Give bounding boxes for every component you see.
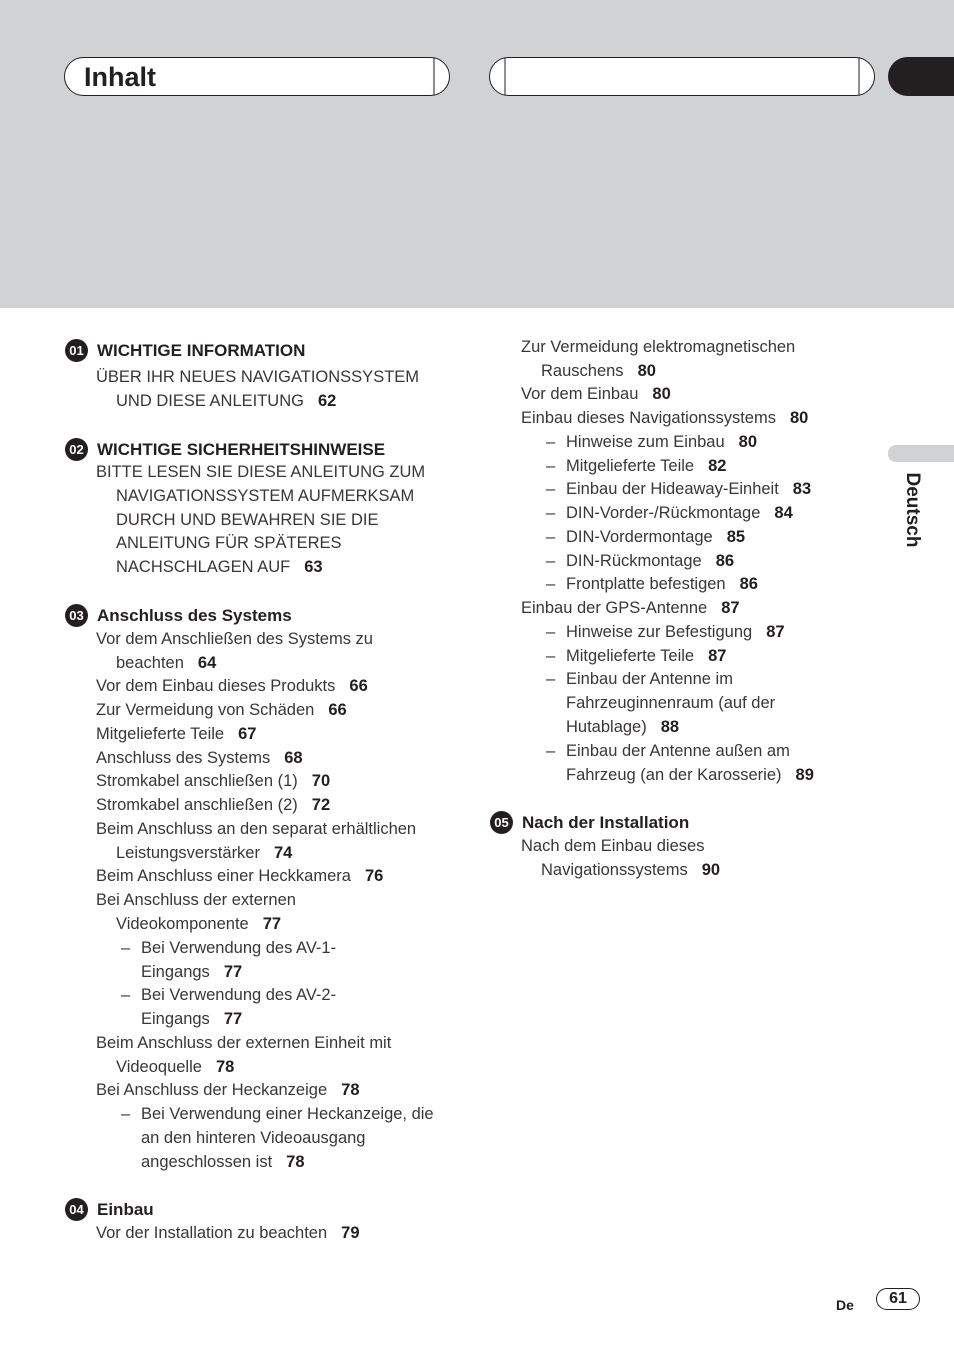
entry-text: Anschluss des Systems bbox=[96, 749, 271, 767]
page-number: 80 bbox=[789, 409, 809, 427]
entry-text: Videoquelle bbox=[116, 1057, 202, 1076]
dash-marker: – bbox=[546, 433, 556, 451]
page-number: 80 bbox=[637, 361, 656, 380]
entry-text: Einbau der Hideaway-Einheit bbox=[566, 480, 779, 498]
toc-entry[interactable] bbox=[96, 794, 330, 818]
page-number: 66 bbox=[328, 701, 347, 719]
dash-marker: – bbox=[546, 457, 556, 475]
page-number: 86 bbox=[715, 552, 735, 570]
toc-subentry[interactable] bbox=[566, 645, 726, 669]
page-title: Inhalt bbox=[84, 62, 156, 92]
page-number: 68 bbox=[284, 749, 303, 767]
entry-text: Beim Anschluss einer Heckkamera bbox=[96, 867, 351, 885]
entry-text: DIN-Vordermontage bbox=[566, 528, 713, 546]
toc-subentry[interactable] bbox=[141, 1103, 434, 1174]
section-number-badge: 04 bbox=[65, 1198, 88, 1221]
toc-subentry[interactable] bbox=[566, 526, 745, 550]
entry-text: Eingangs bbox=[141, 1009, 210, 1028]
entry-text: Hinweise zur Befestigung bbox=[566, 623, 753, 641]
entry-text: Leistungsverstärker bbox=[116, 843, 260, 862]
entry-text: Fahrzeuginnenraum (auf der bbox=[566, 693, 776, 712]
dash-marker: – bbox=[546, 528, 556, 546]
section-title: WICHTIGE INFORMATION bbox=[97, 341, 306, 360]
entry-text: Zur Vermeidung von Schäden bbox=[96, 701, 315, 719]
language-side-label: Deutsch bbox=[902, 472, 923, 548]
toc-entry[interactable] bbox=[521, 383, 671, 407]
section-number-badge: 02 bbox=[65, 438, 88, 461]
page-number: 77 bbox=[223, 962, 243, 981]
toc-entry[interactable] bbox=[521, 407, 808, 431]
toc-entry[interactable] bbox=[96, 675, 368, 699]
entry-text: Bei Verwendung des AV-2- bbox=[141, 986, 337, 1004]
dash-marker: – bbox=[546, 504, 556, 522]
toc-subentry[interactable] bbox=[566, 573, 758, 597]
entry-text: Beim Anschluss der externen Einheit mit bbox=[96, 1034, 392, 1052]
dash-marker: – bbox=[546, 647, 556, 665]
page-number: 78 bbox=[341, 1081, 360, 1099]
dash-marker: – bbox=[121, 939, 131, 957]
entry-text: Einbau der Antenne außen am bbox=[566, 742, 790, 760]
toc-entry[interactable] bbox=[96, 770, 330, 794]
page-number: 85 bbox=[726, 528, 746, 546]
toc-subentry[interactable] bbox=[566, 431, 757, 455]
toc-entry[interactable] bbox=[96, 699, 347, 723]
dash-marker: – bbox=[546, 742, 556, 760]
page-number: 66 bbox=[349, 677, 368, 695]
toc-subentry[interactable] bbox=[566, 550, 734, 574]
toc-entry[interactable] bbox=[521, 835, 720, 883]
page-number: 84 bbox=[774, 504, 793, 522]
page-number: 87 bbox=[766, 623, 785, 641]
page-number: 89 bbox=[795, 765, 814, 784]
toc-subentry[interactable] bbox=[566, 740, 814, 788]
toc-subentry[interactable] bbox=[566, 621, 785, 645]
entry-text: Navigationssystems bbox=[541, 860, 688, 879]
page-number: 79 bbox=[341, 1224, 360, 1242]
header-band bbox=[0, 0, 954, 308]
page-number: 77 bbox=[262, 914, 282, 933]
section-title: WICHTIGE SICHERHEITSHINWEISE bbox=[97, 440, 386, 459]
entry-text: Bei Anschluss der externen bbox=[96, 891, 296, 909]
entry-text: Nach dem Einbau dieses bbox=[521, 837, 705, 855]
dash-marker: – bbox=[121, 1105, 131, 1123]
blank-pill bbox=[489, 57, 875, 96]
entry-text: DURCH UND BEWAHREN SIE DIE bbox=[116, 510, 379, 529]
entry-text: Einbau der GPS-Antenne bbox=[521, 599, 708, 617]
page-number: 67 bbox=[238, 725, 257, 743]
toc-entry[interactable] bbox=[96, 366, 419, 414]
toc-entry[interactable] bbox=[96, 747, 303, 771]
entry-text: Stromkabel anschließen (1) bbox=[96, 772, 298, 790]
pill-divider bbox=[504, 58, 506, 95]
toc-subentry[interactable] bbox=[566, 502, 793, 526]
page-number: 86 bbox=[739, 575, 758, 593]
footer-page-number: 61 bbox=[876, 1288, 920, 1310]
toc-entry[interactable] bbox=[96, 461, 425, 580]
dash-marker: – bbox=[546, 575, 556, 593]
toc-subentry[interactable] bbox=[141, 937, 336, 985]
entry-text: Eingangs bbox=[141, 962, 210, 981]
entry-text: Vor dem Einbau dieses Produkts bbox=[96, 677, 336, 695]
page-number: 90 bbox=[701, 860, 721, 879]
entry-text: NACHSCHLAGEN AUF bbox=[116, 558, 291, 577]
section-number-badge: 05 bbox=[490, 811, 513, 834]
entry-text: Einbau dieses Navigationssystems bbox=[521, 409, 776, 427]
entry-text: Vor der Installation zu beachten bbox=[96, 1224, 328, 1242]
toc-entry[interactable] bbox=[96, 889, 296, 937]
toc-entry[interactable] bbox=[96, 1222, 360, 1246]
entry-text: DIN-Vorder-/Rückmontage bbox=[566, 504, 761, 522]
title-pill bbox=[64, 57, 450, 96]
toc-entry[interactable] bbox=[521, 597, 740, 621]
page-number: 72 bbox=[311, 796, 331, 814]
entry-text: Videokomponente bbox=[116, 914, 249, 933]
toc-subentry[interactable] bbox=[566, 455, 726, 479]
entry-text: DIN-Rückmontage bbox=[566, 552, 702, 570]
pill-divider bbox=[858, 58, 860, 95]
black-tab bbox=[888, 57, 954, 96]
page-number: 63 bbox=[304, 558, 323, 577]
entry-text: NAVIGATIONSSYSTEM AUFMERKSAM bbox=[116, 486, 415, 505]
section-title: Einbau bbox=[97, 1200, 154, 1219]
dash-marker: – bbox=[546, 552, 556, 570]
entry-text: Bei Verwendung des AV-1- bbox=[141, 939, 337, 957]
toc-entry[interactable] bbox=[96, 628, 373, 676]
dash-marker: – bbox=[546, 480, 556, 498]
dash-marker: – bbox=[546, 670, 556, 688]
toc-entry[interactable] bbox=[96, 723, 256, 747]
toc-entry[interactable] bbox=[96, 1032, 391, 1080]
toc-entry[interactable] bbox=[96, 818, 416, 866]
section-title: Anschluss des Systems bbox=[97, 606, 292, 625]
page-number: 82 bbox=[708, 457, 727, 475]
page-number: 80 bbox=[738, 433, 758, 451]
page-number: 70 bbox=[311, 772, 331, 790]
toc-entry[interactable] bbox=[521, 336, 795, 384]
entry-text: Beim Anschluss an den separat erhältlichen bbox=[96, 820, 417, 838]
entry-text: Vor dem Anschließen des Systems zu bbox=[96, 630, 373, 648]
entry-text: Einbau der Antenne im bbox=[566, 670, 733, 688]
footer-language: De bbox=[836, 1297, 854, 1313]
toc-subentry[interactable] bbox=[141, 984, 336, 1032]
dash-marker: – bbox=[546, 623, 556, 641]
language-side-tab bbox=[888, 445, 954, 462]
entry-text: Bei Anschluss der Heckanzeige bbox=[96, 1081, 328, 1099]
page-number: 76 bbox=[364, 867, 384, 885]
entry-text: angeschlossen ist bbox=[141, 1152, 273, 1171]
page-number: 62 bbox=[317, 391, 337, 410]
page-number: 74 bbox=[273, 843, 293, 862]
entry-text: ANLEITUNG FÜR SPÄTERES bbox=[116, 534, 342, 553]
page-number: 83 bbox=[792, 480, 812, 498]
page-number: 78 bbox=[286, 1152, 305, 1171]
toc-subentry[interactable] bbox=[566, 668, 775, 739]
toc-entry[interactable] bbox=[96, 1079, 360, 1103]
entry-text: Frontplatte befestigen bbox=[566, 575, 726, 593]
entry-text: BITTE LESEN SIE DIESE ANLEITUNG ZUM bbox=[96, 463, 426, 481]
section-number-badge: 03 bbox=[65, 604, 88, 627]
dash-marker: – bbox=[121, 986, 131, 1004]
entry-text: beachten bbox=[116, 653, 184, 672]
page-number: 87 bbox=[721, 599, 740, 617]
toc-entry[interactable] bbox=[96, 865, 383, 889]
entry-text: ÜBER IHR NEUES NAVIGATIONSSYSTEM bbox=[96, 368, 420, 386]
entry-text: Stromkabel anschließen (2) bbox=[96, 796, 298, 814]
entry-text: UND DIESE ANLEITUNG bbox=[116, 391, 304, 410]
entry-text: Bei Verwendung einer Heckanzeige, die bbox=[141, 1105, 434, 1123]
entry-text: Fahrzeug (an der Karosserie) bbox=[566, 765, 782, 784]
page-number: 80 bbox=[652, 385, 671, 403]
page-number: 87 bbox=[708, 647, 727, 665]
section-number-badge: 01 bbox=[65, 339, 88, 362]
page-number: 78 bbox=[215, 1057, 235, 1076]
page-number: 77 bbox=[223, 1009, 243, 1028]
entry-text: Hinweise zum Einbau bbox=[566, 433, 725, 451]
entry-text: an den hinteren Videoausgang bbox=[141, 1128, 366, 1147]
entry-text: Vor dem Einbau bbox=[521, 385, 639, 403]
entry-text: Mitgelieferte Teile bbox=[96, 725, 225, 743]
toc-subentry[interactable] bbox=[566, 478, 811, 502]
entry-text: Hutablage) bbox=[566, 717, 647, 736]
entry-text: Rauschens bbox=[541, 361, 624, 380]
entry-text: Zur Vermeidung elektromagnetischen bbox=[521, 338, 796, 356]
page-number: 88 bbox=[660, 717, 680, 736]
section-title: Nach der Installation bbox=[522, 813, 690, 832]
entry-text: Mitgelieferte Teile bbox=[566, 647, 695, 665]
pill-divider bbox=[433, 58, 435, 95]
entry-text: Mitgelieferte Teile bbox=[566, 457, 695, 475]
page-number: 64 bbox=[197, 653, 217, 672]
